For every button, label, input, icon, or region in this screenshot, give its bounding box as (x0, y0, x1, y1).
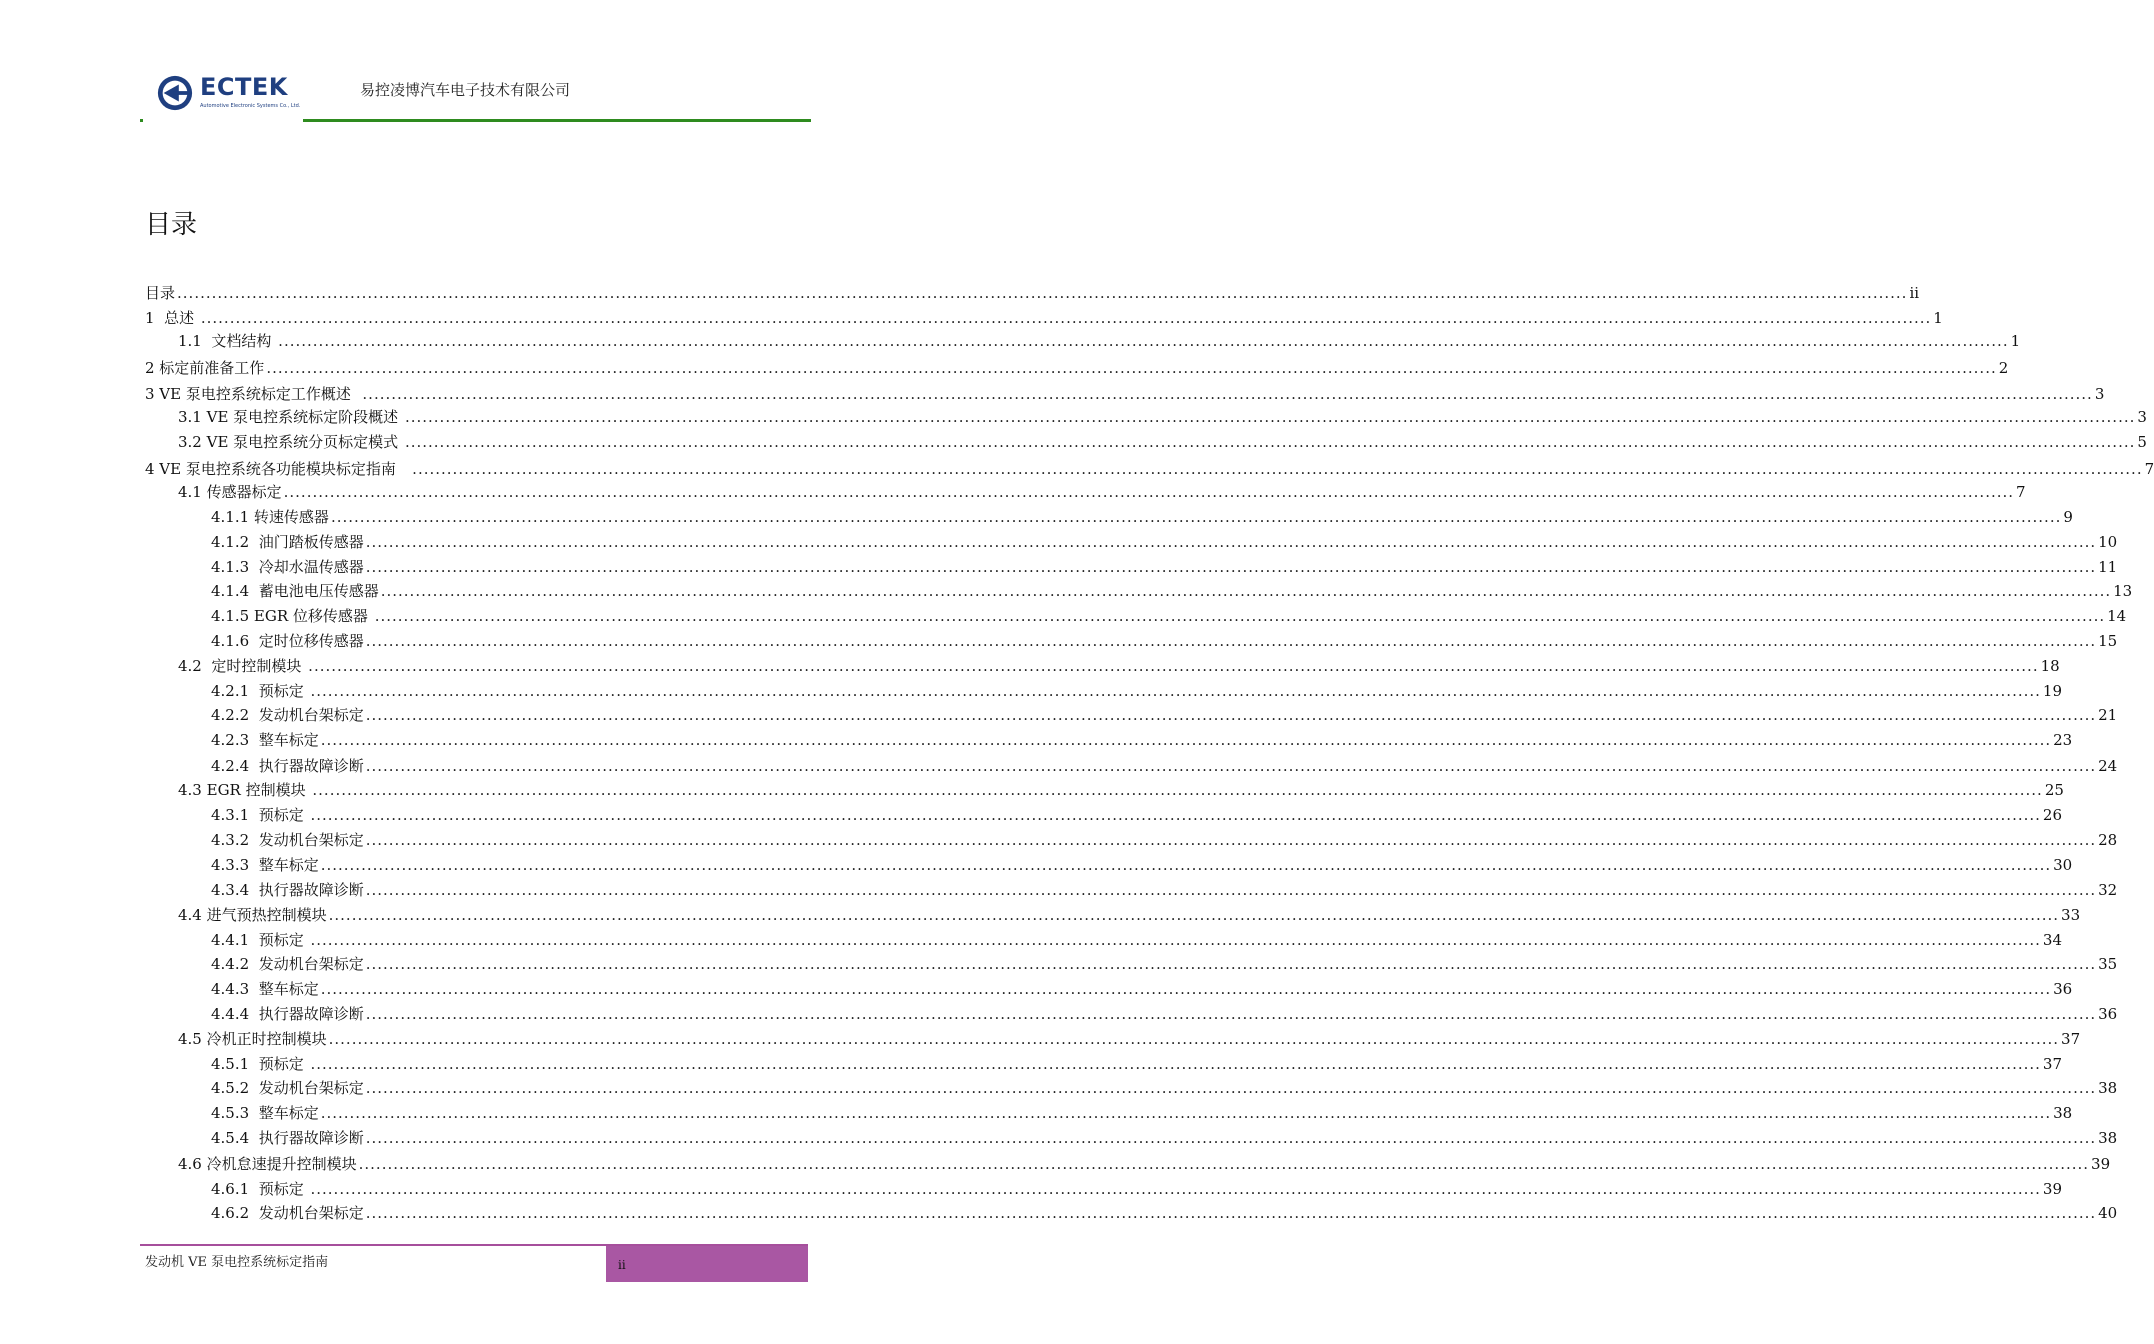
toc-entry[interactable] (145, 357, 2009, 379)
toc-entry-label: 4.5.1 预标定 (211, 1055, 309, 1073)
toc-entry-label: 4.4.2 发动机台架标定 (211, 955, 364, 973)
toc-entry[interactable] (178, 1153, 2111, 1175)
toc-leader-dots: ............................................................................................................................................................................................................................................................................................................ (310, 1055, 2041, 1073)
logo-emblem-icon (156, 74, 194, 112)
toc-entry-label: 4.3.4 执行器故障诊断 (211, 881, 364, 899)
toc-entry-page: 19 (2042, 682, 2062, 700)
toc-leader-dots: ............................................................................................................................................................................................................................................................................................................ (320, 856, 2052, 874)
toc-entry[interactable] (211, 929, 2062, 951)
toc-entry[interactable] (211, 978, 2073, 1000)
toc-entry[interactable] (211, 729, 2073, 751)
toc-entry-page: 38 (2053, 1104, 2073, 1122)
toc-entry[interactable] (178, 655, 2060, 677)
toc-leader-dots: ............................................................................................................................................................................................................................................................................................................ (365, 706, 2097, 724)
toc-entry[interactable] (211, 1003, 2118, 1025)
toc-entry-page: 26 (2042, 806, 2062, 824)
toc-entry-page: 38 (2098, 1079, 2118, 1097)
toc-entry-label: 4 VE 泵电控系统各功能模块标定指南 (145, 460, 411, 478)
toc-entry-page: 30 (2053, 856, 2073, 874)
toc-leader-dots: ............................................................................................................................................................................................................................................................................................................ (380, 582, 2112, 600)
toc-entry[interactable] (145, 458, 2154, 480)
toc-leader-dots: ............................................................................................................................................................................................................................................................................................................ (404, 433, 2136, 451)
company-name: 易控凌博汽车电子技术有限公司 (360, 81, 571, 99)
toc-entry-page: 25 (2044, 781, 2064, 799)
toc-entry-page: 36 (2053, 980, 2073, 998)
toc-entry-label: 4.5.2 发动机台架标定 (211, 1079, 364, 1097)
toc-entry[interactable] (211, 854, 2073, 876)
toc-entry-page: 38 (2098, 1129, 2118, 1147)
toc-leader-dots: ............................................................................................................................................................................................................................................................................................................ (365, 881, 2097, 899)
toc-leader-dots: ............................................................................................................................................................................................................................................................................................................ (266, 359, 1997, 377)
footer-page-number: ii (618, 1258, 626, 1272)
toc-leader-dots: ............................................................................................................................................................................................................................................................................................................ (177, 284, 1908, 302)
toc-leader-dots: ............................................................................................................................................................................................................................................................................................................ (310, 682, 2041, 700)
toc-leader-dots: ............................................................................................................................................................................................................................................................................................................ (358, 1155, 2090, 1173)
toc-leader-dots: ............................................................................................................................................................................................................................................................................................................ (365, 955, 2097, 973)
toc-entry-page: 33 (2061, 906, 2081, 924)
toc-leader-dots: ............................................................................................................................................................................................................................................................................................................ (365, 1079, 2097, 1097)
toc-leader-dots: ............................................................................................................................................................................................................................................................................................................ (328, 1030, 2060, 1048)
toc-entry[interactable] (211, 556, 2118, 578)
header-rule-mark (140, 119, 143, 122)
toc-leader-dots: ............................................................................................................................................................................................................................................................................................................ (365, 1005, 2097, 1023)
toc-entry[interactable] (211, 1102, 2073, 1124)
toc-entry[interactable] (178, 779, 2064, 801)
toc-entry-page: 5 (2137, 433, 2147, 451)
toc-entry-page: 39 (2091, 1155, 2111, 1173)
toc-leader-dots: ............................................................................................................................................................................................................................................................................................................ (312, 781, 2043, 799)
toc-entry[interactable] (211, 680, 2062, 702)
toc-entry-page: 1 (2010, 332, 2021, 350)
toc-entry[interactable] (211, 630, 2118, 652)
toc-leader-dots: ............................................................................................................................................................................................................................................................................................................ (308, 657, 2039, 675)
toc-entry[interactable] (178, 431, 2147, 453)
toc-entry-label: 4.1.2 油门踏板传感器 (211, 533, 364, 551)
toc-entry-label: 4.1.3 冷却水温传感器 (211, 558, 364, 576)
toc-entry-label: 4.5 冷机正时控制模块 (178, 1030, 327, 1048)
toc-leader-dots: ............................................................................................................................................................................................................................................................................................................ (320, 980, 2052, 998)
toc-entry-label: 4.1.6 定时位移传感器 (211, 632, 364, 650)
toc-leader-dots: ............................................................................................................................................................................................................................................................................................................ (278, 332, 2009, 350)
toc-entry[interactable] (211, 1053, 2062, 1075)
toc-leader-dots: ............................................................................................................................................................................................................................................................................................................ (404, 408, 2136, 426)
toc-entry-label: 4.4.4 执行器故障诊断 (211, 1005, 364, 1023)
toc-entry-page: 24 (2098, 757, 2118, 775)
toc-entry-page: 37 (2042, 1055, 2062, 1073)
toc-entry-label: 4.4 进气预热控制模块 (178, 906, 327, 924)
toc-entry-label: 1.1 文档结构 (178, 332, 277, 350)
toc-entry-label: 目录 (145, 284, 176, 302)
toc-entry[interactable] (211, 755, 2118, 777)
toc-entry-page: 21 (2098, 706, 2118, 724)
toc-entry-page: 9 (2063, 508, 2073, 526)
toc-entry[interactable] (178, 330, 2021, 352)
toc-leader-dots: ............................................................................................................................................................................................................................................................................................................ (365, 831, 2097, 849)
toc-entry-page: 11 (2098, 558, 2118, 576)
toc-entry-label: 4.2 定时控制模块 (178, 657, 307, 675)
toc-entry-label: 4.2.1 预标定 (211, 682, 309, 700)
toc-entry-label: 4.2.2 发动机台架标定 (211, 706, 364, 724)
toc-entry[interactable] (145, 282, 1920, 304)
toc-entry-label: 4.3.2 发动机台架标定 (211, 831, 364, 849)
toc-entry[interactable] (211, 804, 2062, 826)
toc-entry-page: 40 (2098, 1204, 2118, 1222)
toc-entry-page: 13 (2113, 582, 2133, 600)
toc-entry-label: 4.4.3 整车标定 (211, 980, 319, 998)
footer-document-title: 发动机 VE 泵电控系统标定指南 (145, 1255, 329, 1270)
toc-leader-dots: ............................................................................................................................................................................................................................................................................................................ (200, 309, 1932, 327)
toc-entry-page: 32 (2098, 881, 2118, 899)
toc-entry-label: 4.6.2 发动机台架标定 (211, 1204, 364, 1222)
toc-leader-dots: ............................................................................................................................................................................................................................................................................................................ (310, 931, 2041, 949)
toc-leader-dots: ............................................................................................................................................................................................................................................................................................................ (365, 558, 2097, 576)
toc-leader-dots: ............................................................................................................................................................................................................................................................................................................ (330, 508, 2062, 526)
toc-entry-label: 4.4.1 预标定 (211, 931, 309, 949)
toc-leader-dots: ............................................................................................................................................................................................................................................................................................................ (320, 1104, 2052, 1122)
toc-entry-label: 2 标定前准备工作 (145, 359, 265, 377)
toc-entry-page: 3 (2094, 385, 2105, 403)
toc-entry[interactable] (211, 1127, 2118, 1149)
toc-entry-page: 39 (2042, 1180, 2062, 1198)
toc-entry-page: 37 (2061, 1030, 2081, 1048)
toc-entry[interactable] (211, 605, 2127, 627)
toc-entry[interactable] (211, 1202, 2118, 1224)
toc-leader-dots: ............................................................................................................................................................................................................................................................................................................ (362, 385, 2093, 403)
toc-entry-page: 23 (2053, 731, 2073, 749)
toc-leader-dots: ............................................................................................................................................................................................................................................................................................................ (328, 906, 2060, 924)
toc-entry-label: 4.3.3 整车标定 (211, 856, 319, 874)
toc-leader-dots: ............................................................................................................................................................................................................................................................................................................ (412, 460, 2143, 478)
toc-leader-dots: ............................................................................................................................................................................................................................................................................................................ (283, 483, 2015, 501)
toc-entry-label: 4.3.1 预标定 (211, 806, 309, 824)
toc-leader-dots: ............................................................................................................................................................................................................................................................................................................ (320, 731, 2052, 749)
toc-leader-dots: ............................................................................................................................................................................................................................................................................................................ (310, 806, 2041, 824)
toc-entry-label: 3.2 VE 泵电控系统分页标定模式 (178, 433, 403, 451)
toc-leader-dots: ............................................................................................................................................................................................................................................................................................................ (365, 533, 2097, 551)
toc-leader-dots: ............................................................................................................................................................................................................................................................................................................ (365, 632, 2097, 650)
toc-entry-page: 15 (2098, 632, 2118, 650)
toc-entry-page: 14 (2107, 607, 2127, 625)
toc-entry[interactable] (145, 307, 1943, 329)
toc-entry-page: ii (1909, 284, 1920, 302)
company-logo (152, 70, 301, 120)
toc-entry-label: 4.5.3 整车标定 (211, 1104, 319, 1122)
toc-entry-label: 4.1.5 EGR 位移传感器 (211, 607, 373, 625)
toc-entry-label: 1 总述 (145, 309, 199, 327)
toc-entry-page: 7 (2144, 460, 2154, 478)
toc-entry-label: 4.2.3 整车标定 (211, 731, 319, 749)
toc-entry-label: 4.2.4 执行器故障诊断 (211, 757, 364, 775)
toc-entry-label: 4.5.4 执行器故障诊断 (211, 1129, 364, 1147)
toc-entry[interactable] (211, 829, 2118, 851)
toc-entry-page: 10 (2098, 533, 2118, 551)
toc-entry[interactable] (211, 704, 2118, 726)
toc-leader-dots: ............................................................................................................................................................................................................................................................................................................ (310, 1180, 2041, 1198)
logo-text: ECTEK (200, 73, 288, 101)
toc-entry-page: 28 (2098, 831, 2118, 849)
toc-entry-label: 4.6.1 预标定 (211, 1180, 309, 1198)
toc-leader-dots: ............................................................................................................................................................................................................................................................................................................ (365, 1129, 2097, 1147)
toc-entry[interactable] (211, 580, 2133, 602)
toc-leader-dots: ............................................................................................................................................................................................................................................................................................................ (365, 1204, 2097, 1222)
toc-entry[interactable] (178, 904, 2081, 926)
toc-entry[interactable] (178, 406, 2147, 428)
header-rule (303, 119, 811, 122)
toc-entry[interactable] (211, 1077, 2118, 1099)
logo-subtitle: Automotive Electronic Systems Co., Ltd. (200, 103, 301, 109)
toc-entry[interactable] (211, 1178, 2062, 1200)
toc-leader-dots: ............................................................................................................................................................................................................................................................................................................ (374, 607, 2106, 625)
toc-entry-label: 4.1.4 蓄电池电压传感器 (211, 582, 379, 600)
toc-entry-page: 34 (2042, 931, 2062, 949)
toc-entry[interactable] (211, 953, 2118, 975)
toc-entry[interactable] (178, 481, 2026, 503)
toc-entry-label: 4.6 冷机怠速提升控制模块 (178, 1155, 357, 1173)
toc-entry-page: 3 (2137, 408, 2147, 426)
toc-entry[interactable] (211, 879, 2118, 901)
toc-entry[interactable] (178, 1028, 2081, 1050)
toc-entry-label: 4.3 EGR 控制模块 (178, 781, 311, 799)
toc-entry-page: 18 (2040, 657, 2060, 675)
toc-entry-label: 4.1.1 转速传感器 (211, 508, 329, 526)
toc-entry[interactable] (211, 506, 2073, 528)
toc-entry-page: 35 (2098, 955, 2118, 973)
toc-entry[interactable] (145, 383, 2105, 405)
toc-entry-page: 36 (2098, 1005, 2118, 1023)
page-title: 目录 (145, 210, 198, 240)
toc-entry-label: 3 VE 泵电控系统标定工作概述 (145, 385, 361, 403)
toc-entry-page: 7 (2016, 483, 2026, 501)
toc-entry-label: 3.1 VE 泵电控系统标定阶段概述 (178, 408, 403, 426)
toc-entry-label: 4.1 传感器标定 (178, 483, 282, 501)
toc-entry-page: 1 (1933, 309, 1943, 327)
toc-leader-dots: ............................................................................................................................................................................................................................................................................................................ (365, 757, 2097, 775)
footer-page-box (606, 1246, 808, 1282)
toc-entry[interactable] (211, 531, 2118, 553)
toc-entry-page: 2 (1998, 359, 2009, 377)
